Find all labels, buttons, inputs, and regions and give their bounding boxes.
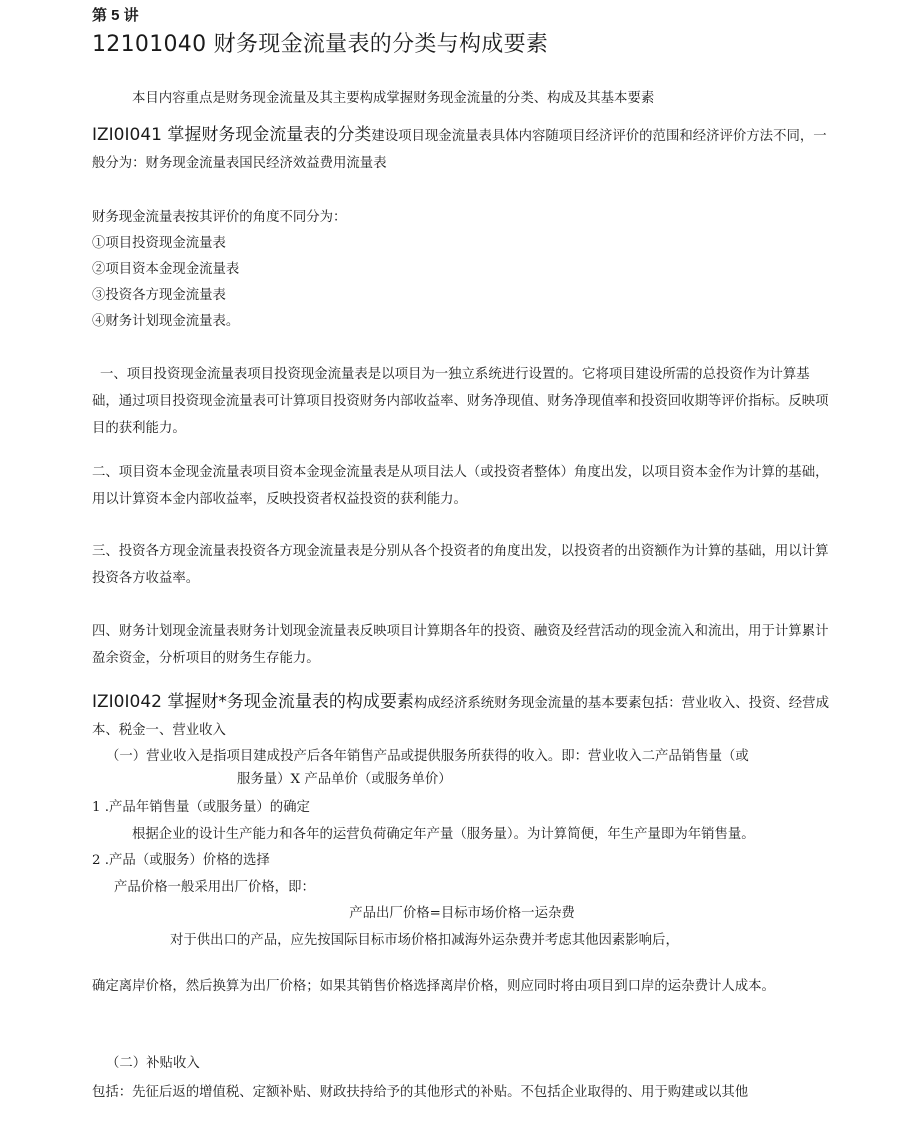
classify-item-2: ②项目资本金现金流量表 [92, 262, 240, 277]
section-1-text: 建设项目现金流量表具体内容随项目经济评价的范围和经济评价方法不同，一般分为：财务现金流量表国民经济效益费用流量表 [92, 129, 827, 171]
paragraph-project-capital: 二、项目资本金现金流量表项目资本金现金流量表是从项目法人（或投资者整体）角度出发，以项目资本金作为计算的基础，用以计算资本金内部收益率，反映投资者权益投资的获利能力。 [92, 465, 829, 507]
price-formula: 产品出厂价格=目标市场价格一运杂费 [349, 906, 575, 921]
section-2-heading: IZI0I042 掌握财*务现金流量表的构成要素 [92, 692, 414, 712]
section-2-text: 构成经济系统财务现金流量的基本要素包括：营业收入、投资、经营成本、税金一、营业收入 [92, 696, 829, 738]
subsidy-text: 包括：先征后返的增值税、定额补贴、财政扶持给予的其他形式的补贴。不包括企业取得的、用于购建或以其他 [92, 1085, 749, 1100]
page-title: 12101040 财务现金流量表的分类与构成要素 [92, 32, 549, 57]
item-1-title: 1 .产品年销售量（或服务量）的确定 [92, 800, 310, 815]
item-2-title: 2 .产品（或服务）价格的选择 [92, 853, 270, 868]
classify-item-4: ④财务计划现金流量表。 [92, 314, 240, 329]
intro-paragraph: 本目内容重点是财务现金流量及其主要构成掌握财务现金流量的分类、构成及其基本要素 [132, 91, 655, 106]
item-2-text: 产品价格一般采用出厂价格，即： [114, 880, 315, 895]
subsidy-title: （二）补贴收入 [106, 1056, 200, 1071]
paragraph-project-investment: 一、项目投资现金流量表项目投资现金流量表是以项目为一独立系统进行设置的。它将项目建设所需的总投资作为计算基础，通过项目投资现金流量表可计算项目投资财务内部收益率、财务净现值、财务净现值率和投资回收期等评价指标。反映项目的获利能力。 [92, 367, 829, 436]
paragraph-investor-parties: 三、投资各方现金流量表投资各方现金流量表是分别从各个投资者的角度出发，以投资者的出资额作为计算的基础，用以计算投资各方收益率。 [92, 544, 829, 586]
section-1-heading: IZI0I041 掌握财务现金流量表的分类 [92, 125, 372, 145]
classify-item-1: ①项目投资现金流量表 [92, 236, 226, 251]
lecture-number: 第 5 讲 [92, 7, 139, 24]
section-1-paragraph [92, 122, 832, 177]
paragraph-financial-plan: 四、财务计划现金流量表财务计划现金流量表反映项目计算期各年的投资、融资及经营活动的现金流入和流出，用于计算累计盈余资金，分析项目的财务生存能力。 [92, 624, 829, 666]
classify-item-3: ③投资各方现金流量表 [92, 288, 226, 303]
classify-intro: 财务现金流量表按其评价的角度不同分为： [92, 210, 347, 225]
section-2-paragraph [92, 689, 832, 744]
export-paragraph: 对于供出口的产品，应先按国际目标市场价格扣减海外运杂费并考虑其他因素影响后， [170, 933, 679, 948]
item-1-text: 根据企业的设计生产能力和各年的运营负荷确定年产量（服务量）。为计算简便，年生产量即为年销售量。 [132, 827, 755, 842]
revenue-definition-continued: 服务量）X 产品单价（或服务单价） [237, 772, 452, 787]
export-paragraph-continued: 确定离岸价格，然后换算为出厂价格；如果其销售价格选择离岸价格，则应同时将由项目到口岸的运杂费计人成本。 [92, 979, 775, 994]
revenue-definition: （一）营业收入是指项目建成投产后各年销售产品或提供服务所获得的收入。即：营业收入二产品销售量（或 [106, 749, 749, 764]
